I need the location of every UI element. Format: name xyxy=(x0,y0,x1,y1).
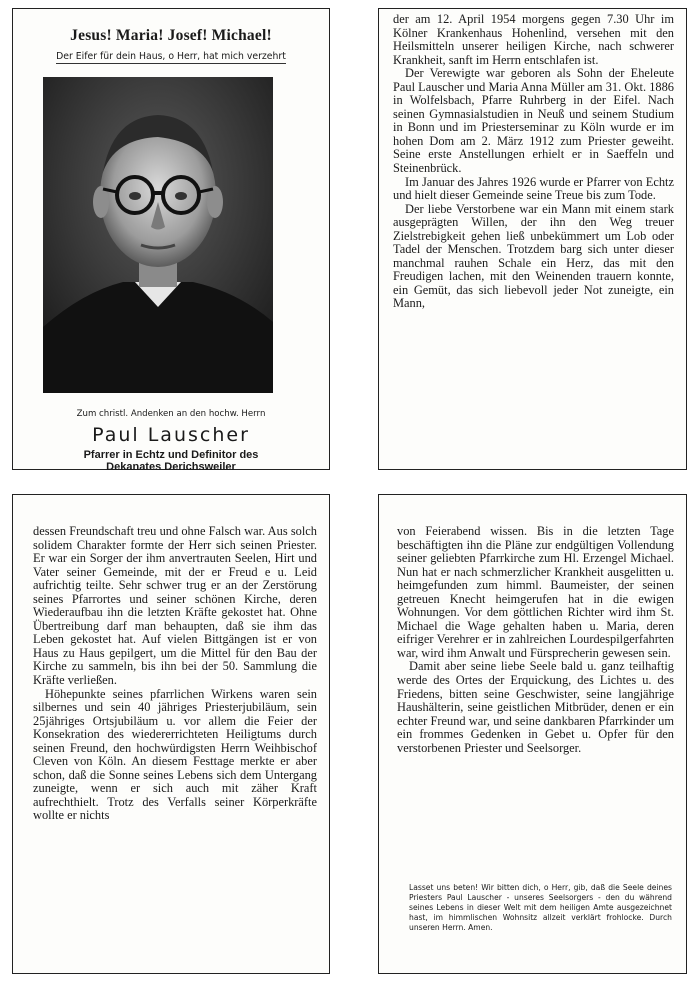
prayer-block xyxy=(409,883,672,933)
paragraph: Im Januar des Jahres 1926 wurde er Pfarrer von Echtz und hielt dieser Gemeinde seine Treue bis zum Tode. xyxy=(393,174,674,203)
paragraph: Der liebe Verstorbene war ein Mann mit einem stark ausgeprägten Willen, der ihn den Weg treuer Zielstrebigkeit gehen ließ unbekümmert um Lob oder Tadel der Menschen. Trotzdem barg sich unter dieser manchmal rauhen Schale ein Herz, das mit den Freudigen lachen, mit den Weinenden trauern konnte, ein Gemüt, das sich liebevoll jeder Not zuneigte, ein Mann, xyxy=(393,201,674,311)
text-block xyxy=(33,525,317,823)
subtitle-line: Pfarrer in Echtz und Definitor des xyxy=(83,449,259,461)
biography-panel-2 xyxy=(12,494,330,974)
text-block xyxy=(393,13,674,311)
portrait-image xyxy=(43,77,273,393)
paragraph: von Feierabend wissen. Bis in die letzten Tage beschäftigten ihn die Pläne zur endgültigen Vollendung seiner geliebten Pfarrkirche zum Hl. Erzengel Michael. Nun hat er nach schmerzlicher Krankheit ausgelitten u. heimgefunden zum himml. Baumeister, der seinen getreuen Knecht heimgerufen hat in die ewigen Wohnungen. Vor dem göttlichen Richter wird ihm St. Michael die Wage gehalten haben u. Maria, deren eifriger Verehrer er in zahlreichen Lourdespilgerfahrten war, wird ihm Anwalt und Fürsprecherin gewesen sein. xyxy=(397,524,674,660)
paragraph: dessen Freundschaft treu und ohne Falsch war. Aus solch solidem Charakter formte der Herr sich seinen Priester. Er war ein Sorger der ihm anvertrauten Seelen, Hirt und Vater seiner Gemeinde, mit der er Freud e u. Leid aufrichtig teilte. Sehr schwer trug er an der Zerstörung seines Pfarrortes und seiner schönen Kirche, deren Wiederaufbau ihn die letzten Kräfte gekostet hat. Ohne Übertreibung darf man behaupten, daß sie ihm das Leben gekostet hat. Auf vielen Bittgängen ist er von Haus zu Haus gepilgert, um die Mittel für den Bau der Kirche zu sammeln, bis ihn bei der 50. Sammlung die Kräfte verließen. xyxy=(33,524,317,688)
deceased-name: Paul Lauscher xyxy=(92,424,250,446)
biography-panel-3 xyxy=(378,494,687,974)
portrait-photo xyxy=(43,77,273,393)
caption: Zum christl. Andenken an den hochw. Herrn xyxy=(76,409,266,419)
subtitle xyxy=(19,449,323,473)
prayer-text: Lasset uns beten! Wir bitten dich, o Herr, gib, daß die Seele deines Priesters Paul Lauscher - unseres Seelsorgers - den du während seines Lebens in dieser Welt mit dem heiligen Amte ausgezeichnet hast, im himmlischen Wohnsitz allzeit verklärt frohlocke. Durch unseren Herrn. Amen. xyxy=(409,883,672,932)
motto: Der Eifer für dein Haus, o Herr, hat mich verzehrt xyxy=(56,51,286,62)
paragraph: Damit aber seine liebe Seele bald u. ganz teilhaftig werde des Ortes der Erquickung, des Lichtes u. des Friedens, bitten seine Geschwister, seine langjährige Haushälterin, seine geistlichen Mitbrüder, denen er ein echter Freund war, und seine dankbaren Pfarrkinder um ein frommes Gedenken in Gebet u. Opfer für den verstorbenen Priester und Seelsorger. xyxy=(397,659,674,755)
front-panel xyxy=(12,8,330,473)
paragraph: Der Verewigte war geboren als Sohn der Eheleute Paul Lauscher und Maria Anna Müller am 31. Okt. 1886 in Wolfelsbach, Pfarre Ruhrberg in der Eifel. Nach seinen Gymnasialstudien in Neuß und seinem Studium in Bonn und im Priesterseminar zu Köln wurde er im hohen Dom am 2. März 1912 zum Priester geweiht. Seine erste Anstellungen erhielt er in Saeffeln und Steinenbrück. xyxy=(393,66,674,176)
paragraph: Höhepunkte seines pfarrlichen Wirkens waren sein silbernes und sein 40 jähriges Priesterjubiläum, sein 25jähriges Ortsjubiläum u. vor allem die Feier der Konsekration des wiedererrichteten Heiligtums durch seinen Freund, den hochwürdigsten Herrn Weihbischof Cleven von Köln. An diesem Festtage merkte er aber schon, daß die Sonne seines Lebens sich dem Untergang zuneigte, wenn er sich auch mit zäher Kraft aufrechthielt. Trotz des Verfalls seiner Körperkräfte wollte er nichts xyxy=(33,686,317,823)
paragraph: der am 12. April 1954 morgens gegen 7.30 Uhr im Kölner Krankenhaus Hohenlind, versehen mit den Heilsmitteln unserer heiligen Kirche, nach schwerer Krankheit, sanft im Herrn entschlafen ist. xyxy=(393,12,674,67)
heading: Jesus! Maria! Josef! Michael! xyxy=(70,27,272,44)
text-block xyxy=(397,525,674,755)
subtitle-line: Dekanates Derichsweiler xyxy=(106,461,236,473)
biography-panel-1 xyxy=(378,8,687,470)
